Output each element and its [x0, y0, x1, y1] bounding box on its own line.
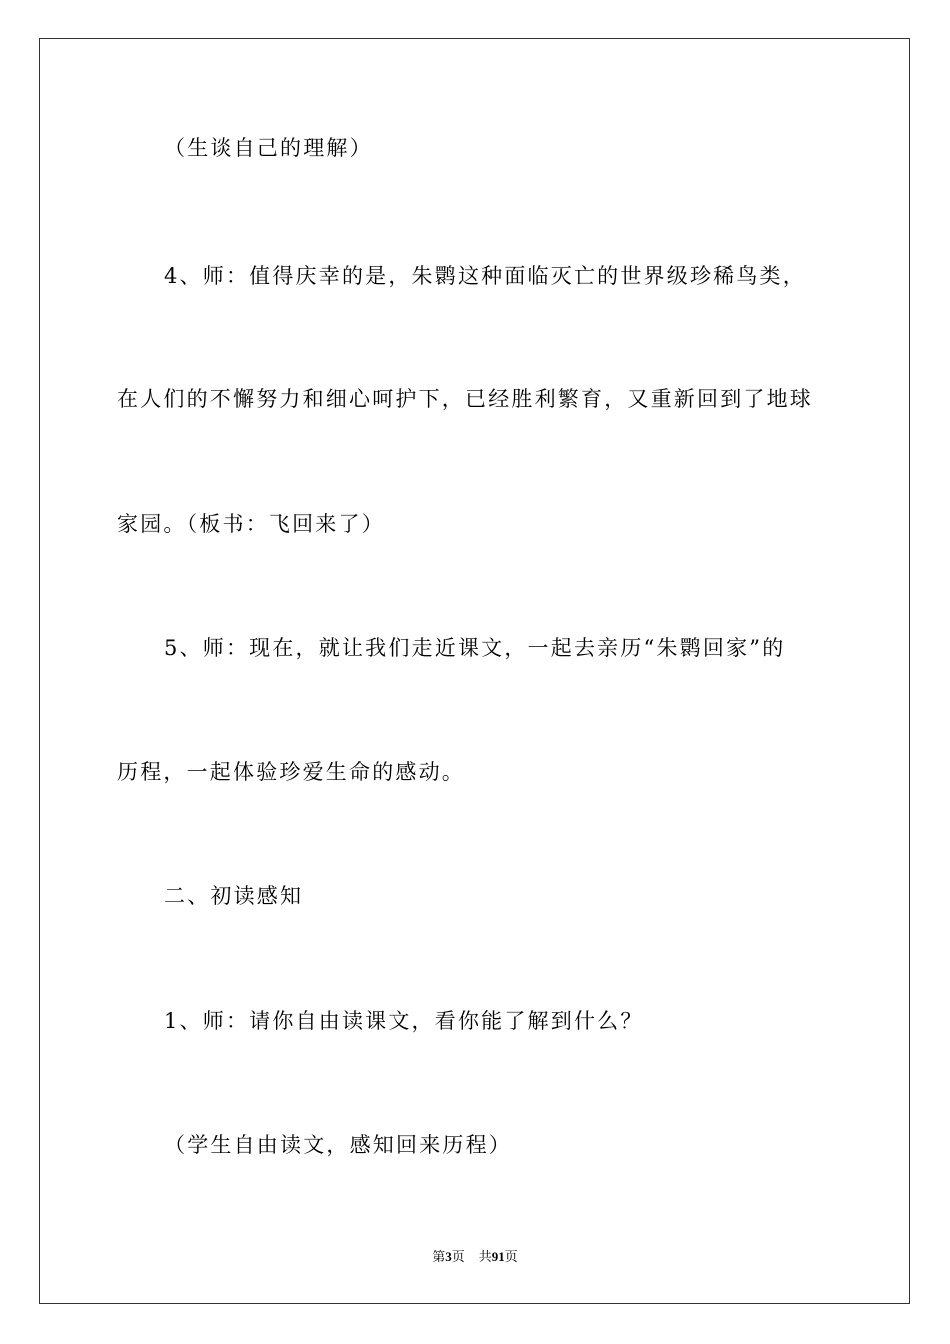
total-pages: 91: [491, 1249, 505, 1264]
total-prefix: 共: [478, 1249, 492, 1264]
text-line-8: 1、师：请你自由读课文，看你能了解到什么？: [164, 1009, 644, 1033]
total-suffix: 页: [504, 1249, 518, 1264]
text-line-9: （学生自由读文，感知回来历程）: [164, 1133, 512, 1157]
page-number: 3: [445, 1249, 452, 1264]
page-frame: [39, 38, 910, 1304]
page-footer: [0, 1248, 950, 1266]
text-line-2: 4、师：值得庆幸的是，朱鹮这种面临灭亡的世界级珍稀鸟类，: [164, 264, 806, 288]
text-line-4: 家园。（板书：飞回来了）: [117, 512, 385, 536]
page-suffix: 页: [451, 1249, 465, 1264]
text-line-5: 5、师：现在，就让我们走近课文，一起去亲历“朱鹮回家”的: [164, 636, 786, 660]
page-prefix: 第: [432, 1249, 446, 1264]
text-line-1: （生谈自己的理解）: [164, 136, 373, 160]
text-line-3: 在人们的不懈努力和细心呵护下，已经胜利繁育，又重新回到了地球: [117, 387, 813, 411]
section-heading: 二、初读感知: [164, 884, 304, 908]
text-line-6: 历程，一起体验珍爱生命的感动。: [117, 760, 465, 784]
